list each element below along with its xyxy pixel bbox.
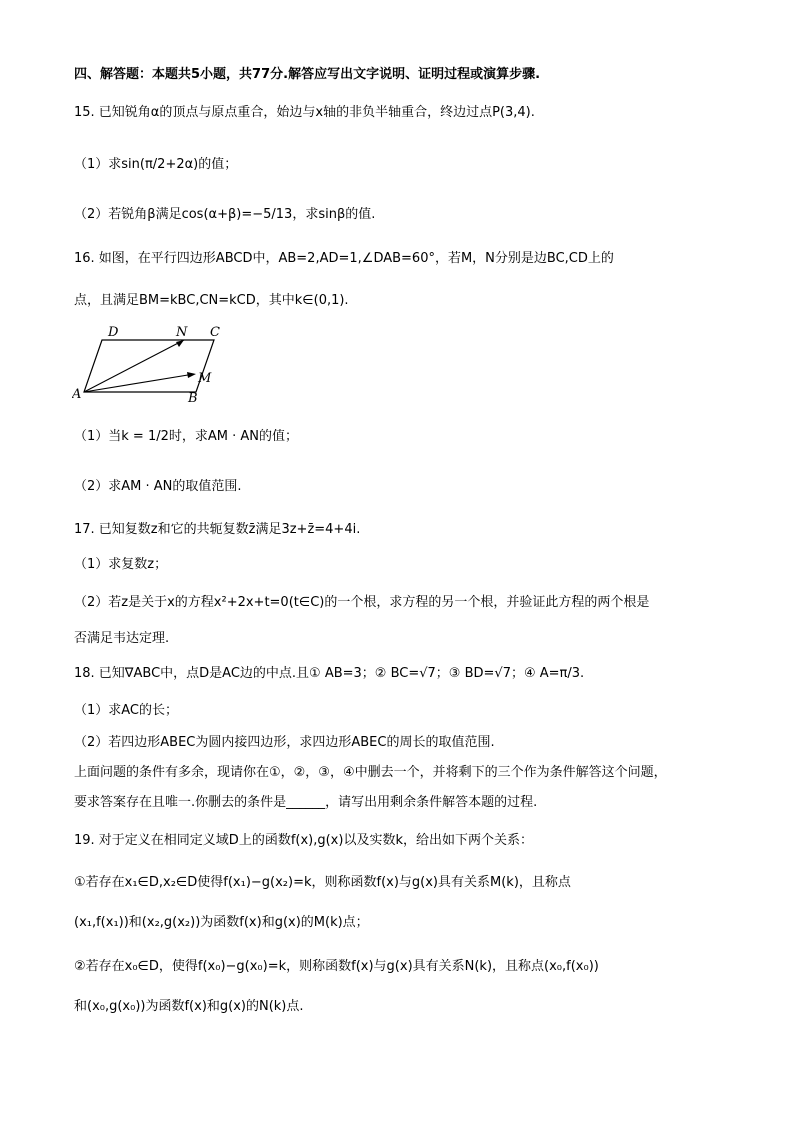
- q18-part1: （1）求AC的长；: [74, 703, 179, 718]
- q16-stem-line2: 点，且满足BM=kBC,CN=kCD，其中k∈(0,1).: [74, 293, 349, 308]
- label-n: N: [176, 325, 188, 340]
- vector-an-arrowhead: [176, 340, 184, 347]
- label-d: D: [108, 325, 119, 340]
- q15-part1: （1）求sin(π/2+2α)的值；: [74, 157, 238, 172]
- section-heading: 四、解答题：本题共5小题，共77分.解答应写出文字说明、证明过程或演算步骤.: [74, 67, 541, 82]
- q16-stem-line1: 16. 如图，在平行四边形ABCD中，AB=2,AD=1,∠DAB=60°，若M，N分别是边BC,CD上的: [74, 251, 614, 266]
- q18-part2: （2）若四边形ABEC为圆内接四边形，求四边形ABEC的周长的取值范围.: [74, 735, 495, 750]
- q19-relation2-line2: 和(x₀,g(x₀))为函数f(x)和g(x)的N(k)点.: [74, 999, 304, 1014]
- q18-stem: 18. 已知∇ABC中，点D是AC边的中点.且① AB=3；② BC=√7；③ BD=√7；④ A=π/3.: [74, 666, 585, 681]
- label-a: A: [72, 387, 82, 402]
- q17-part2-line2: 否满足韦达定理.: [74, 631, 170, 646]
- q17-part1: （1）求复数z；: [74, 557, 168, 572]
- q19-relation1-line2: (x₁,f(x₁))和(x₂,g(x₂))为函数f(x)和g(x)的M(k)点；: [74, 915, 369, 930]
- parallelogram-figure: [72, 322, 232, 402]
- q16-part1: （1）当k = 1/2时，求AM · AN的值；: [74, 429, 299, 444]
- q19-stem: 19. 对于定义在相同定义域D上的函数f(x),g(x)以及实数k，给出如下两个关系：: [74, 833, 533, 848]
- q17-part2-line1: （2）若z是关于x的方程x²+2x+t=0(t∈C)的一个根，求方程的另一个根，并验证此方程的两个根是: [74, 595, 650, 610]
- q17-stem: 17. 已知复数z和它的共轭复数z̄满足3z+z̄=4+4i.: [74, 522, 361, 537]
- parallelogram-outline: [84, 340, 214, 392]
- label-b: B: [188, 391, 198, 402]
- q19-relation1-line1: ①若存在x₁∈D,x₂∈D使得f(x₁)−g(x₂)=k，则称函数f(x)与g(x)具有关系M(k)，且称点: [74, 875, 571, 890]
- q15-part2: （2）若锐角β满足cos(α+β)=−5/13，求sinβ的值.: [74, 207, 376, 222]
- vector-am-arrowhead: [187, 372, 196, 378]
- q16-part2: （2）求AM · AN的取值范围.: [74, 479, 242, 494]
- q19-relation2-line1: ②若存在x₀∈D，使得f(x₀)−g(x₀)=k，则称函数f(x)与g(x)具有关系N(k)，且称点(x₀,f(x₀)): [74, 959, 599, 974]
- label-c: C: [210, 325, 220, 340]
- label-m: M: [198, 371, 212, 386]
- q18-note-line1: 上面问题的条件有多余，现请你在①，②，③，④中删去一个，并将剩下的三个作为条件解答这个问题，: [74, 765, 667, 780]
- q15-stem: 15. 已知锐角α的顶点与原点重合，始边与x轴的非负半轴重合，终边过点P(3,4).: [74, 105, 535, 120]
- q18-note-line2: 要求答案存在且唯一.你删去的条件是______，请写出用剩余条件解答本题的过程.: [74, 795, 538, 810]
